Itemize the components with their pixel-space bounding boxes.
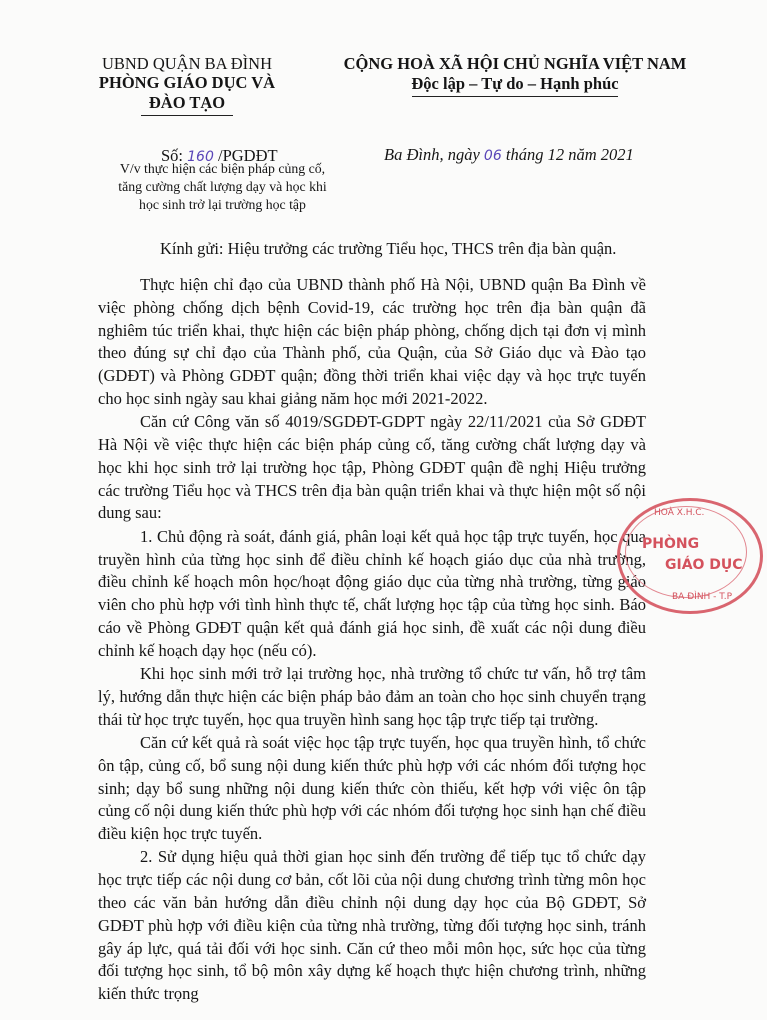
subject-line: tăng cường chất lượng dạy và học khi <box>118 179 327 194</box>
seal-top-arc: HOÀ X.H.C. <box>654 508 705 518</box>
doc-number-suffix: /PGDĐT <box>218 146 278 165</box>
date-suffix: tháng 12 năm 2021 <box>505 145 634 164</box>
issue-date <box>384 145 634 165</box>
motto-underline <box>412 96 618 97</box>
date-day-handwritten: 06 <box>483 148 502 164</box>
seal-inner-ring <box>625 506 747 598</box>
district-committee: UBND QUẬN BA ĐÌNH <box>101 54 273 73</box>
body-paragraph: Thực hiện chỉ đạo của UBND thành phố Hà Nội, UBND quận Ba Đình về việc phòng chống dịch bệnh Covid-19, các trường học trên địa bàn quận đã nghiêm túc triển khai, thực hiện các biện pháp phòng, chống dịch tại đơn vị mình theo đúng sự chỉ đạo của Thành phố, của Quận, của Sở Giáo dục và Đào tạo (GDĐT) và Phòng GDĐT quận; đồng thời triển khai việc dạy và học trực tuyến cho học sinh ngày sau khai giảng năm học mới 2021-2022. <box>98 275 646 408</box>
national-motto: Độc lập – Tự do – Hạnh phúc <box>411 74 619 93</box>
doc-number-handwritten: 160 <box>187 149 214 165</box>
document-subject <box>100 160 345 214</box>
seal-line2: GIÁO DỤC <box>665 557 743 573</box>
seal-line1: PHÒNG <box>642 536 700 552</box>
subject-line: học sinh trở lại trường học tập <box>139 197 306 212</box>
doc-number-prefix: Số: <box>161 146 184 165</box>
issuing-authority <box>92 54 282 116</box>
country-name: CỘNG HOÀ XÃ HỘI CHỦ NGHĨA VIỆT NAM <box>343 54 687 73</box>
authority-underline <box>141 115 233 116</box>
body-paragraph: Căn cứ Công văn số 4019/SGDĐT-GDPT ngày 22/11/2021 của Sở GDĐT Hà Nội về việc thực hiện các biện pháp củng cố, tăng cường chất lượng dạy và học khi học sinh trở lại trường học tập, Phòng GDĐT quận đề nghị Hiệu trưởng các trường Tiểu học và THCS trên địa bàn quận triển khai và thực hiện một số nội dung sau: <box>98 412 646 523</box>
body-paragraph: 1. Chủ động rà soát, đánh giá, phân loại kết quả học tập trực tuyến, học qua truyền hình của từng học sinh để điều chỉnh kế hoạch giáo dục của nhà trường, điều chỉnh kế hoạch môn học/hoạt động giáo dục của từng nhà trường, từng giáo viên cho phù hợp với tình hình thực tế, chất lượng học tập của từng học sinh. Báo cáo về Phòng GDĐT quận kết quả đánh giá học sinh, đề xuất các nội dung điều chỉnh kế hoạch dạy học (nếu có). <box>98 526 646 660</box>
subject-line: V/v thực hiện các biện pháp củng cố, <box>119 161 326 176</box>
body-paragraph: Khi học sinh mới trở lại trường học, nhà trường tổ chức tư vấn, hỗ trợ tâm lý, hướng dẫn thực hiện các biện pháp bảo đảm an toàn cho học sinh chuyển trạng thái từ học trực tuyến, học qua truyền hình sang học tập trực tiếp tại trường. <box>98 664 646 729</box>
official-seal <box>617 498 767 616</box>
date-prefix: Ba Đình, ngày <box>384 145 480 164</box>
body-paragraph: Căn cứ kết quả rà soát việc học tập trực tuyến, học qua truyền hình, tổ chức ôn tập, củng cố, bổ sung nội dung kiến thức phù hợp với các nhóm đối tượng học sinh; dạy bổ sung những nội dung kiến thức còn thiếu, kết hợp với việc ôn tập củng cố nội dung kiến thức phù hợp với các nhóm đối tượng học sinh hạn chế điều điều kiện học trực tuyến. <box>98 732 646 844</box>
national-header <box>330 54 700 97</box>
document-body <box>98 274 646 1007</box>
department-name: PHÒNG GIÁO DỤC VÀ ĐÀO TẠO <box>98 73 276 112</box>
seal-bottom-arc: BA ĐÌNH - T.P <box>672 592 733 602</box>
body-paragraph: 2. Sử dụng hiệu quả thời gian học sinh đến trường để tiếp tục tổ chức dạy học trực tiếp các nội dung cơ bản, cốt lõi của nội dung chương trình từng môn học theo các văn bản hướng dẫn điều chỉnh nội dung dạy học của Bộ GDĐT, Sở GDĐT phù hợp với điều kiện của từng nhà trường, từng đối tượng học sinh, tránh gây áp lực, quá tải đối với học sinh. Căn cứ theo mỗi môn học, sức học của từng đối tượng học sinh, tổ bộ môn xây dựng kế hoạch thực hiện chương trình, những kiến thức trọng <box>98 847 646 1004</box>
recipient-line: Kính gửi: Hiệu trưởng các trường Tiểu học, THCS trên địa bàn quận. <box>160 239 617 258</box>
